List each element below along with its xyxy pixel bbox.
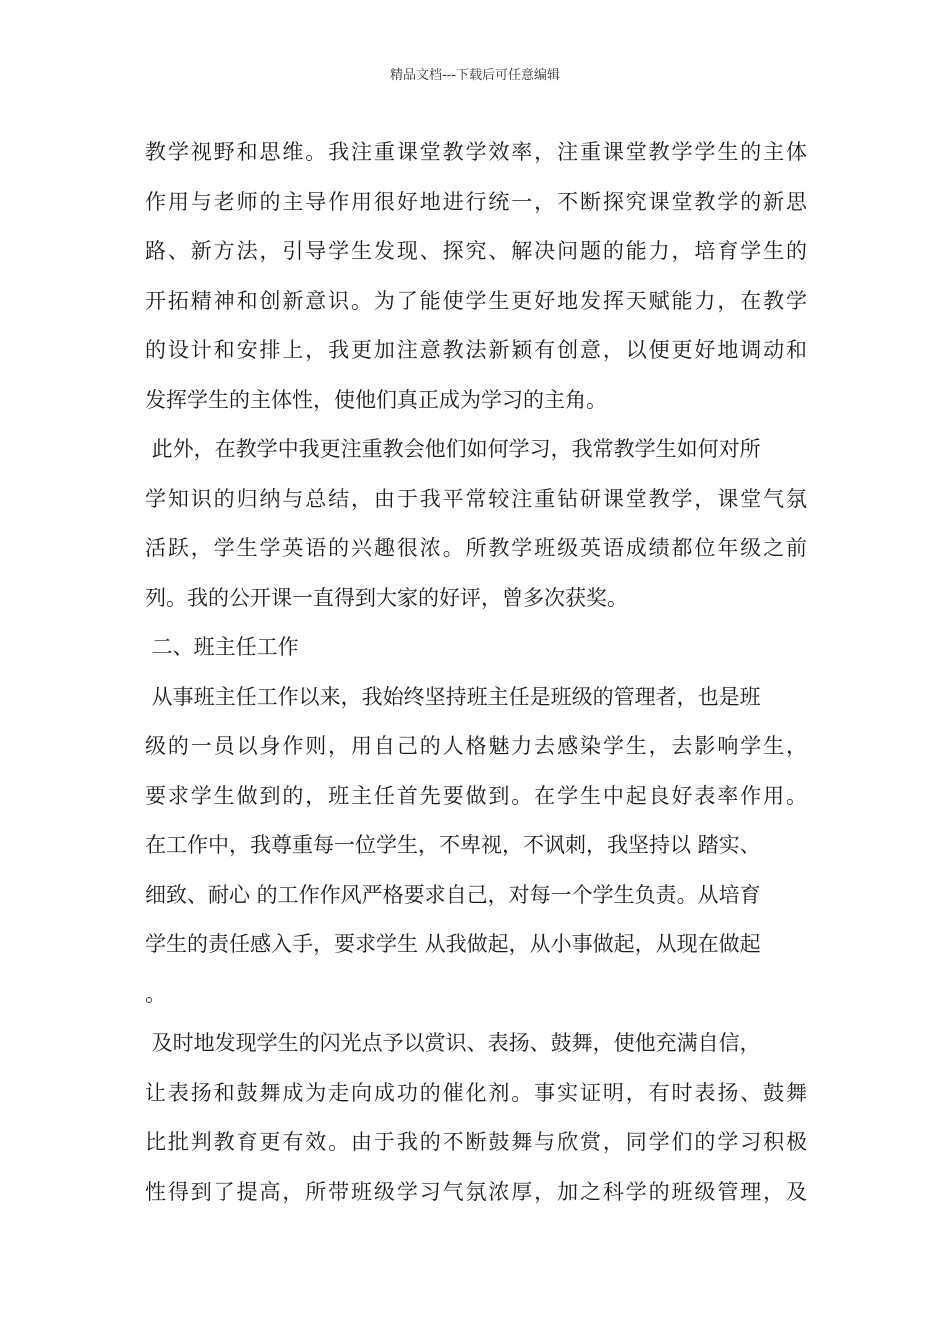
text-line: 学知识的归纳与总结，由于我平常较注重钻研课堂教学，课堂气氛 [145, 486, 807, 511]
text-line: 让表扬和鼓舞成为走向成功的催化剂。事实证明，有时表扬、鼓舞 [145, 1080, 807, 1105]
text-line: 列。我的公开课一直得到大家的好评，曾多次获奖。 [145, 585, 628, 610]
document-body [145, 128, 807, 1217]
text-line: 。 [145, 981, 166, 1006]
text-line: 教学视野和思维。我注重课堂教学效率，注重课堂教学学生的主体 [145, 140, 807, 164]
text-line: 开拓精神和创新意识。为了能使学生更好地发挥天赋能力，在教学 [145, 288, 807, 313]
text-line: 此外，在教学中我更注重教会他们如何学习，我常教学生如何对所 [145, 437, 761, 461]
text-line: 的设计和安排上，我更加注意教法新颖有创意，以便更好地调动和 [145, 338, 807, 362]
text-line: 路、新方法，引导学生发现、探究、解决问题的能力，培育学生的 [145, 239, 807, 263]
text-line: 活跃，学生学英语的兴趣很浓。所教学班级英语成绩都位年级之前 [145, 536, 807, 560]
text-line: 作用与老师的主导作用很好地进行统一，不断探究课堂教学的新思 [145, 189, 807, 214]
text-line: 发挥学生的主体性，使他们真正成为学习的主角。 [145, 387, 607, 412]
text-line: 从事班主任工作以来，我始终坚持班主任是班级的管理者，也是班 [145, 684, 761, 709]
text-line: 细致、耐心 的工作作风严格要求自己，对每一个学生负责。从培育 [145, 882, 761, 907]
text-line: 级的一员以身作则，用自己的人格魅力去感染学生，去影响学生， [145, 734, 807, 758]
text-line: 性得到了提高，所带班级学习气氛浓厚，加之科学的班级管理，及 [145, 1179, 807, 1204]
page-header: 精品文档---下载后可任意编辑 [389, 68, 561, 83]
text-line: 及时地发现学生的闪光点予以赏识、表扬、鼓舞，使他充满自信， [145, 1031, 761, 1055]
text-line: 学生的责任感入手，要求学生 从我做起，从小事做起，从现在做起 [145, 932, 761, 956]
text-line: 比批判教育更有效。由于我的不断鼓舞与欣赏，同学们的学习积极 [145, 1130, 807, 1154]
text-line: 要求学生做到的，班主任首先要做到。在学生中起良好表率作用。 [145, 783, 807, 808]
text-line: 在工作中，我尊重每一位学生，不卑视，不讽刺，我坚持以 踏实、 [145, 833, 761, 857]
section-heading: 二、班主任工作 [145, 635, 299, 659]
